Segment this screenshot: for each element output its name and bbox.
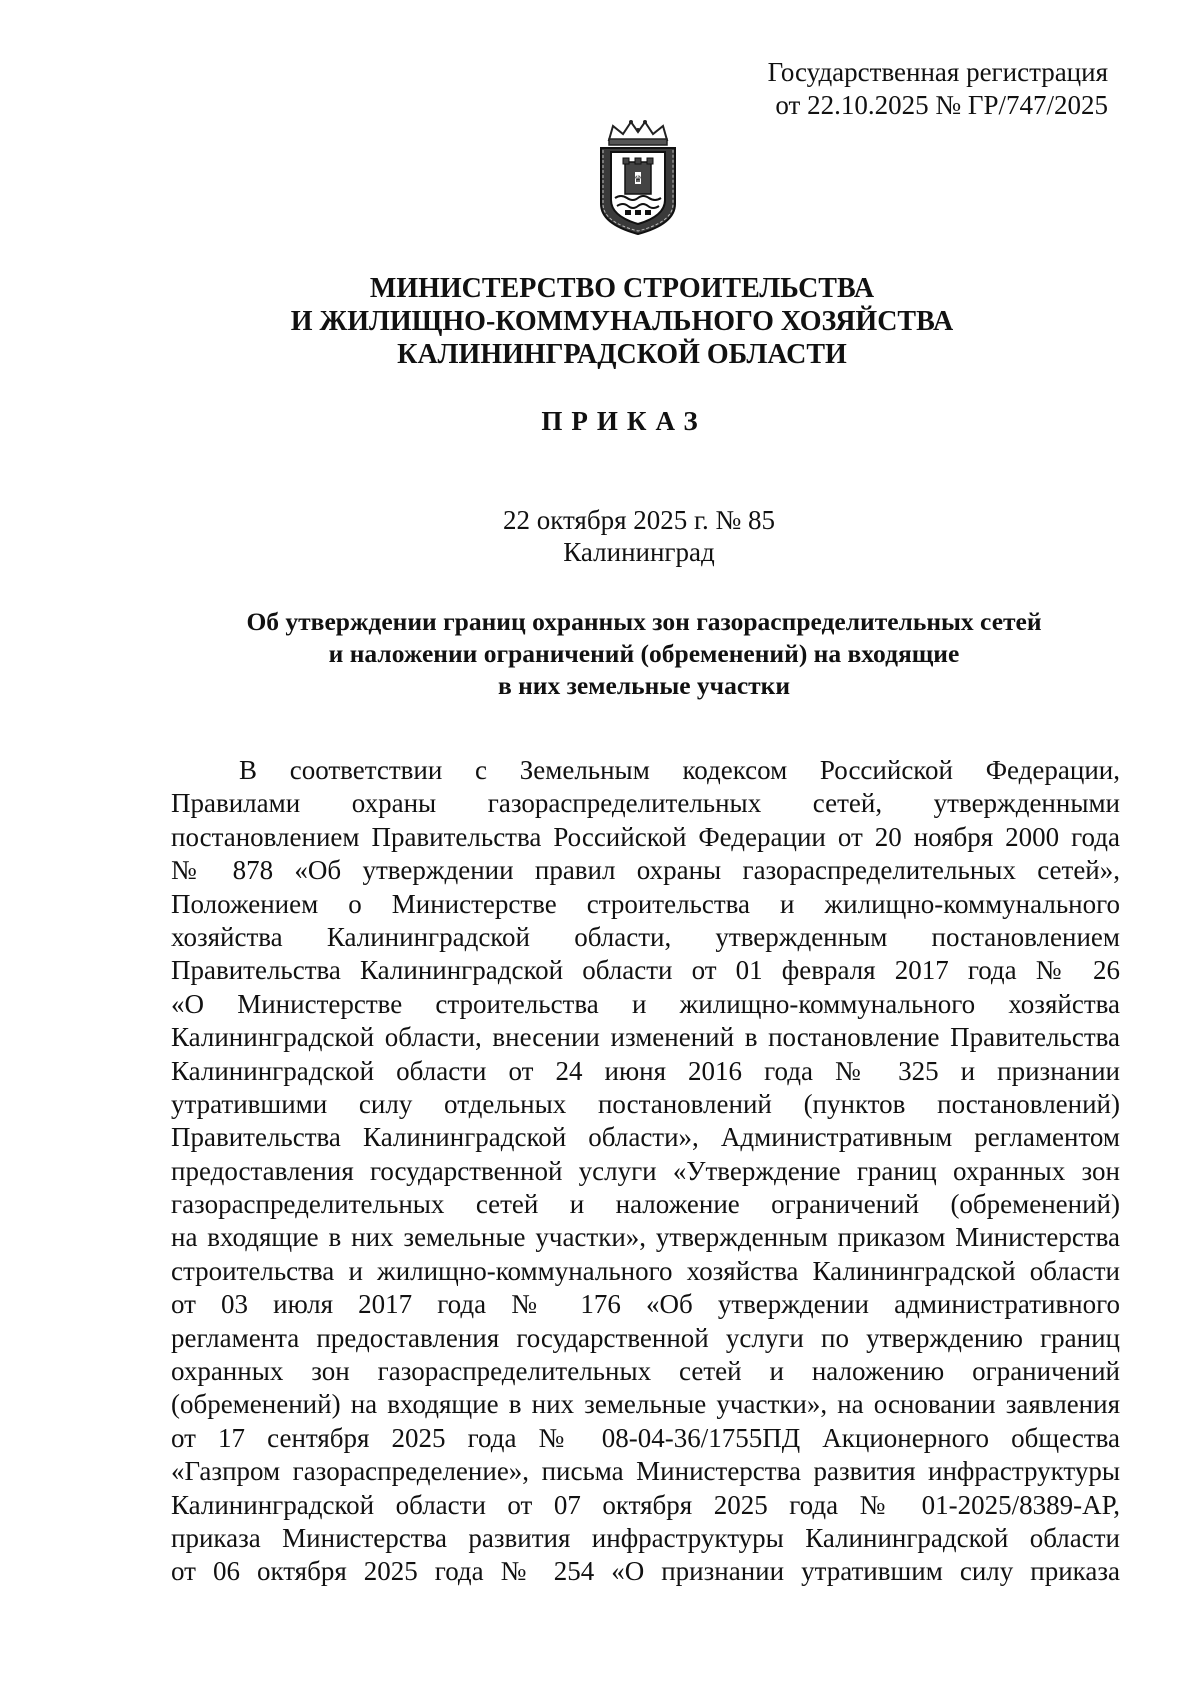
order-subject-line-3: в них земельные участки — [497, 671, 791, 700]
body-line: № 878 «Об утверждении правил охраны газораспределительных сетей», — [171, 855, 1120, 886]
body-line: постановлением Правительства Российской Федерации от 20 ноября 2000 года — [171, 821, 1120, 852]
body-line: Калининградской области от 24 июня 2016 года № 325 и признании — [171, 1055, 1120, 1086]
order-city: Калининград — [563, 537, 715, 567]
order-meta — [0, 504, 1200, 568]
body-line: В соответствии с Земельным кодексом Российской Федерации, — [239, 755, 1120, 785]
body-line: на входящие в них земельные участки», утвержденным приказом Министерства — [171, 1222, 1120, 1253]
body-line: Калининградской области, внесении изменений в постановление Правительства — [171, 1022, 1120, 1053]
body-line: охранных зон газораспределительных сетей и наложению ограничений — [171, 1356, 1120, 1387]
order-body-text — [171, 754, 1120, 1589]
body-line: «Газпром газораспределение», письма Министерства развития инфраструктуры — [171, 1456, 1120, 1487]
body-line: Правительства Калининградской области», Административным регламентом — [171, 1122, 1120, 1153]
body-line: строительства и жилищно-коммунального хозяйства Калининградской области — [171, 1255, 1120, 1286]
state-registration-stamp — [768, 56, 1108, 122]
order-subject-line-1: Об утверждении границ охранных зон газораспределительных сетей — [246, 607, 1042, 636]
body-line: приказа Министерства развития инфраструктуры Калининградской области — [171, 1522, 1120, 1553]
body-line: Правительства Калининградской области от 01 февраля 2017 года № 26 — [171, 955, 1120, 986]
body-line: (обременений) на входящие в них земельные участки», на основании заявления — [171, 1389, 1120, 1420]
registration-line-1: Государственная регистрация — [767, 57, 1108, 87]
ministry-name-line-3: КАЛИНИНГРАДСКОЙ ОБЛАСТИ — [397, 339, 847, 370]
body-line: Положением о Министерстве строительства и жилищно-коммунального — [171, 888, 1120, 919]
body-line: Калининградской области от 07 октября 2025 года № 01-2025/8389-АР, — [171, 1489, 1120, 1520]
body-line: утратившими силу отдельных постановлений (пунктов постановлений) — [171, 1088, 1120, 1119]
kaliningrad-region-coat-of-arms-icon — [595, 118, 681, 236]
body-line: регламента предоставления государственной услуги по утверждению границ — [171, 1322, 1120, 1353]
body-line: хозяйства Калининградской области, утвержденным постановлением — [171, 921, 1120, 952]
body-line: от 03 июля 2017 года № 176 «Об утверждении административного — [171, 1289, 1120, 1320]
ministry-name — [0, 272, 1200, 371]
body-line: газораспределительных сетей и наложение ограничений (обременений) — [171, 1189, 1120, 1220]
order-date-number: 22 октября 2025 г. № 85 — [502, 505, 776, 535]
ministry-name-line-2: И ЖИЛИЩНО-КОММУНАЛЬНОГО ХОЗЯЙСТВА — [290, 306, 954, 337]
order-subject-line-2: и наложении ограничений (обременений) на входящие — [328, 639, 960, 668]
svg-text:♛: ♛ — [633, 175, 643, 185]
body-line: предоставления государственной услуги «Утверждение границ охранных зон — [171, 1155, 1120, 1186]
order-title: ПРИКАЗ — [541, 406, 707, 436]
order-subject — [0, 606, 1200, 702]
ministry-name-line-1: МИНИСТЕРСТВО СТРОИТЕЛЬСТВА — [369, 273, 875, 304]
body-line: Правилами охраны газораспределительных сетей, утвержденными — [171, 788, 1120, 819]
registration-line-2: от 22.10.2025 № ГР/747/2025 — [775, 90, 1108, 120]
body-line: от 17 сентября 2025 года № 08-04-36/1755ПД Акционерного общества — [171, 1422, 1120, 1453]
body-line: от 06 октября 2025 года № 254 «О признании утратившим силу приказа — [171, 1556, 1120, 1587]
body-line: «О Министерстве строительства и жилищно-коммунального хозяйства — [171, 988, 1120, 1019]
